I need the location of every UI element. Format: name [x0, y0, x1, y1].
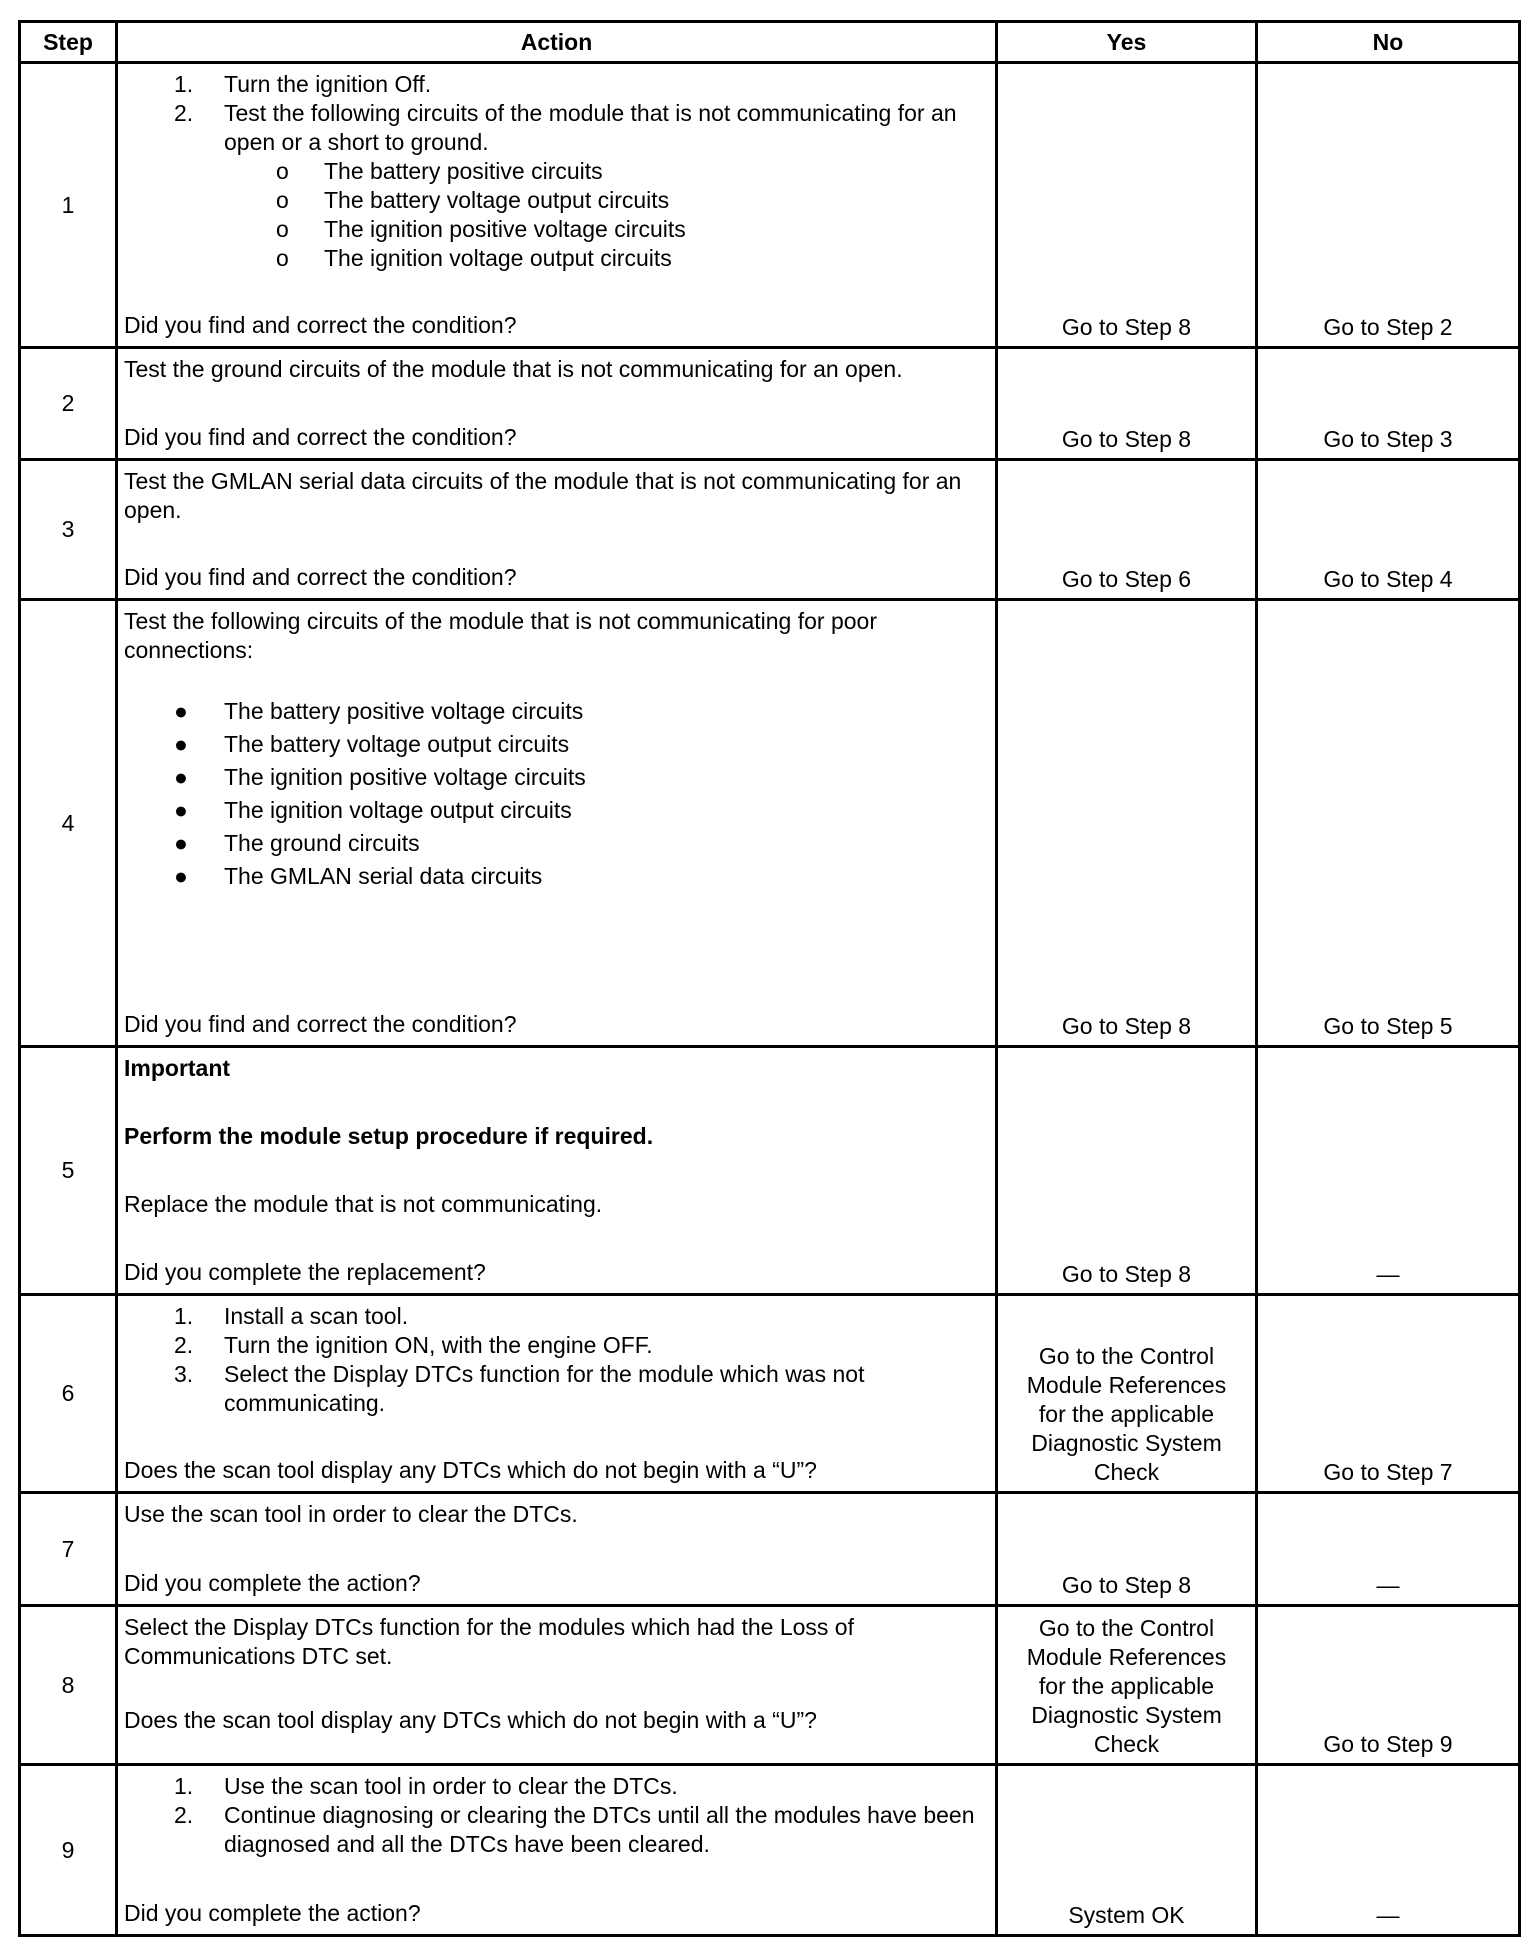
list-item: ● The GMLAN serial data circuits: [174, 863, 543, 889]
no-cell: [1257, 1493, 1520, 1606]
no-cell: [1257, 348, 1520, 460]
yes-result: Go to Step 8: [1061, 1013, 1192, 1039]
yes-result: Go to the Control Module References for the applicable Diagnostic System Check: [1026, 1615, 1227, 1757]
action-text: Test the GMLAN serial data circuits of the module that is not communicating for an open.: [124, 468, 962, 523]
action-question: Did you complete the action?: [124, 1570, 421, 1596]
yes-cell: [997, 600, 1257, 1047]
step-number: 1: [20, 63, 117, 348]
action-text: Test the following circuits of the module that is not communicating for poor connections:: [124, 608, 877, 663]
important-label: Important: [124, 1055, 231, 1081]
action-question: Does the scan tool display any DTCs which do not begin with a “U”?: [124, 1707, 817, 1733]
yes-cell: [997, 1047, 1257, 1295]
action-text: Select the Display DTCs function for the modules which had the Loss of Communications DTC set.: [124, 1614, 854, 1669]
list-item: 2. Continue diagnosing or clearing the DTCs until all the modules have been diagnosed and all the DTCs have been cleared.: [174, 1802, 975, 1857]
no-result: Go to Step 7: [1323, 1459, 1453, 1485]
action-cell: [117, 600, 997, 1047]
diagnostic-table-container: [18, 20, 1518, 1937]
action-cell: [117, 1295, 997, 1493]
no-result: —: [1376, 1902, 1400, 1928]
yes-result: Go to the Control Module References for the applicable Diagnostic System Check: [1026, 1343, 1227, 1485]
no-cell: [1257, 600, 1520, 1047]
list-item: 1. Turn the ignition Off.: [174, 71, 432, 97]
header-no: No: [1257, 22, 1520, 63]
action-cell: [117, 1765, 997, 1936]
action-question: Did you find and correct the condition?: [124, 424, 517, 450]
list-item: 3. Select the Display DTCs function for the module which was not communicating.: [174, 1361, 865, 1416]
yes-cell: [997, 1295, 1257, 1493]
table-row: [20, 63, 1520, 348]
yes-cell: [997, 63, 1257, 348]
list-item: o The battery positive circuits: [276, 158, 603, 184]
table-row: [20, 1606, 1520, 1765]
header-action: Action: [117, 22, 997, 63]
action-cell: [117, 1047, 997, 1295]
numbered-list: [124, 1772, 989, 1859]
action-cell: [117, 348, 997, 460]
step-number: 6: [20, 1295, 117, 1493]
list-item: 2. Test the following circuits of the module that is not communicating for an open or a short to ground.: [174, 100, 957, 155]
numbered-list: [124, 1302, 989, 1418]
no-result: Go to Step 9: [1323, 1731, 1453, 1757]
important-note: Perform the module setup procedure if required.: [124, 1123, 654, 1149]
action-question: Did you find and correct the condition?: [124, 312, 517, 338]
no-result: —: [1376, 1261, 1400, 1287]
action-question: Did you complete the replacement?: [124, 1259, 486, 1285]
yes-result: Go to Step 8: [1061, 1572, 1192, 1598]
step-number: 8: [20, 1606, 117, 1765]
list-item: o The ignition positive voltage circuits: [276, 216, 686, 242]
action-cell: [117, 1493, 997, 1606]
step-number: 2: [20, 348, 117, 460]
action-question: Did you find and correct the condition?: [124, 564, 517, 590]
yes-cell: [997, 1493, 1257, 1606]
sub-list: [124, 157, 989, 273]
action-text: Replace the module that is not communicating.: [124, 1191, 603, 1217]
header-yes: Yes: [997, 22, 1257, 63]
list-item: ● The battery positive voltage circuits: [174, 698, 584, 724]
action-cell: [117, 63, 997, 348]
diagnostic-steps-table: [18, 20, 1521, 1937]
yes-result: Go to Step 8: [1061, 1261, 1192, 1287]
yes-result: Go to Step 8: [1061, 314, 1192, 340]
list-item: ● The ground circuits: [174, 830, 420, 856]
action-question: Did you complete the action?: [124, 1900, 421, 1926]
table-row: [20, 1295, 1520, 1493]
list-item: ● The battery voltage output circuits: [174, 731, 570, 757]
table-row: [20, 1493, 1520, 1606]
yes-result: Go to Step 8: [1061, 426, 1192, 452]
table-row: [20, 348, 1520, 460]
step-number: 3: [20, 460, 117, 600]
step-number: 4: [20, 600, 117, 1047]
list-item: ● The ignition positive voltage circuits: [174, 764, 586, 790]
no-cell: [1257, 1295, 1520, 1493]
no-cell: [1257, 1765, 1520, 1936]
list-item: o The battery voltage output circuits: [276, 187, 670, 213]
header-row: [20, 22, 1520, 63]
table-row: [20, 600, 1520, 1047]
no-result: Go to Step 4: [1323, 566, 1453, 592]
action-text: Test the ground circuits of the module that is not communicating for an open.: [124, 356, 903, 382]
step-number: 7: [20, 1493, 117, 1606]
no-cell: [1257, 63, 1520, 348]
action-question: Did you find and correct the condition?: [124, 1011, 517, 1037]
action-text: Use the scan tool in order to clear the DTCs.: [124, 1501, 578, 1527]
no-result: Go to Step 5: [1323, 1013, 1453, 1039]
step-number: 9: [20, 1765, 117, 1936]
no-result: Go to Step 2: [1323, 314, 1453, 340]
action-question: Does the scan tool display any DTCs which do not begin with a “U”?: [124, 1457, 817, 1483]
table-row: [20, 460, 1520, 600]
table-row: [20, 1765, 1520, 1936]
action-cell: [117, 460, 997, 600]
yes-cell: [997, 1606, 1257, 1765]
no-cell: [1257, 460, 1520, 600]
yes-cell: [997, 1765, 1257, 1936]
yes-cell: [997, 348, 1257, 460]
no-cell: [1257, 1047, 1520, 1295]
yes-result: Go to Step 6: [1061, 566, 1192, 592]
no-result: Go to Step 3: [1323, 426, 1453, 452]
yes-cell: [997, 460, 1257, 600]
bullet-list: [124, 695, 989, 893]
action-cell: [117, 1606, 997, 1765]
no-cell: [1257, 1606, 1520, 1765]
list-item: 1. Use the scan tool in order to clear the DTCs.: [174, 1773, 678, 1799]
numbered-list: [124, 70, 989, 157]
header-step: Step: [20, 22, 117, 63]
step-number: 5: [20, 1047, 117, 1295]
yes-result: System OK: [1068, 1902, 1185, 1928]
list-item: 2. Turn the ignition ON, with the engine OFF.: [174, 1332, 653, 1358]
list-item: o The ignition voltage output circuits: [276, 245, 672, 271]
no-result: —: [1376, 1572, 1400, 1598]
table-row: [20, 1047, 1520, 1295]
list-item: 1. Install a scan tool.: [174, 1303, 409, 1329]
list-item: ● The ignition voltage output circuits: [174, 797, 572, 823]
